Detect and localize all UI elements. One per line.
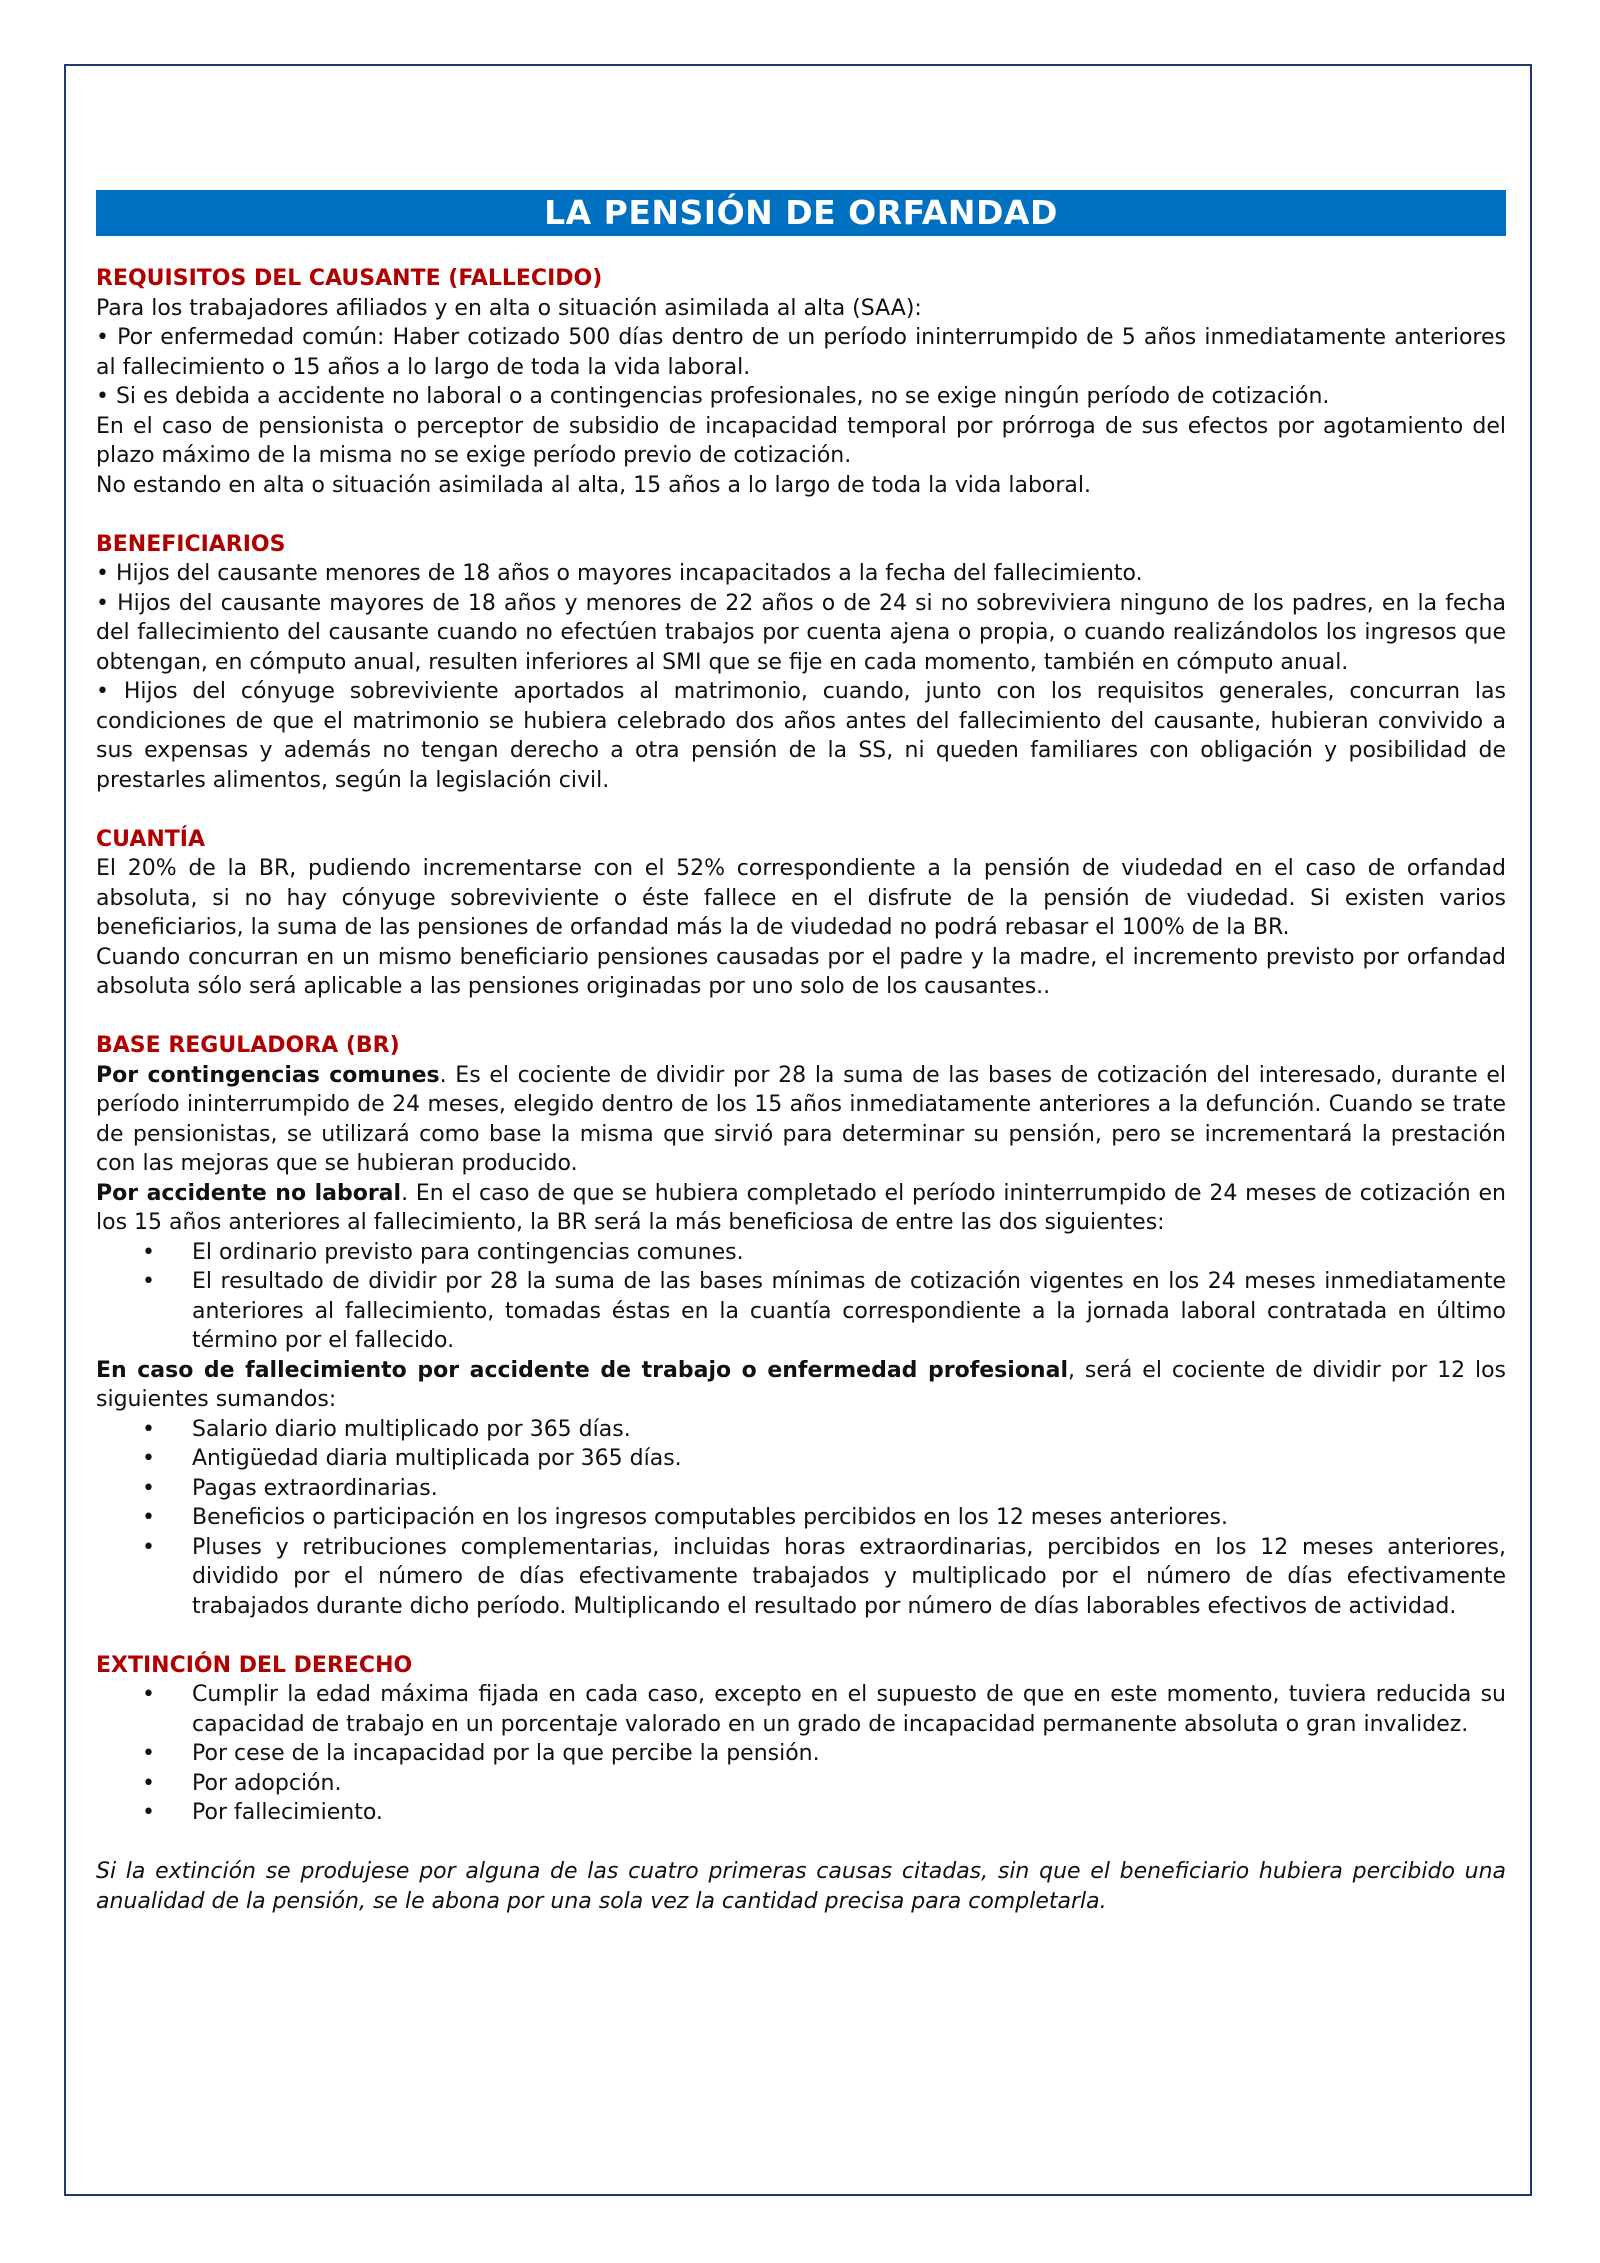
bullet-paragraph: • Si es debida a accidente no laboral o a contingencias profesionales, no se exige ningún período de cotización.	[96, 384, 1330, 409]
list-item-text: Cumplir la edad máxima fijada en cada caso, excepto en el supuesto de que en este momento, tuviera reducida su capacidad de trabajo en un porcentaje valorado en un grado de incapacidad permanente absoluta o gran invalidez.	[192, 1682, 1506, 1737]
list-item	[96, 1680, 1506, 1739]
bullet-paragraph: • Hijos del causante menores de 18 años o mayores incapacitados a la fecha del fallecimiento.	[96, 561, 1143, 586]
section-cuantia	[96, 825, 1506, 1002]
bullet-icon: •	[142, 1770, 155, 1796]
bullet-icon: •	[142, 1505, 155, 1530]
section-requisitos	[96, 264, 1506, 500]
body-text: , será el cociente de dividir por 12 los siguientes sumandos:	[96, 1357, 1507, 1412]
paragraph-accidente-no-laboral	[96, 1179, 1506, 1238]
bullet-icon: •	[142, 1741, 155, 1766]
bullet-icon: •	[142, 1534, 155, 1560]
list-item	[96, 1444, 1506, 1474]
list-item	[96, 1769, 1506, 1799]
bullet-list	[96, 1238, 1506, 1356]
section-base-reguladora	[96, 1031, 1506, 1621]
document-body	[96, 190, 1506, 1916]
body-text: . En el caso de que se hubiera completado el período ininterrumpido de 24 meses de cotización en los 15 años anteriores al fallecimiento, la BR será la más beneficiosa de entre las dos siguientes:	[96, 1180, 1506, 1235]
list-item	[96, 1533, 1506, 1622]
list-item	[96, 1267, 1506, 1356]
bullet-paragraph: • Hijos del cónyuge sobreviviente aportados al matrimonio, cuando, junto con los requisitos generales, concurran las condiciones de que el matrimonio se hubiera celebrado dos años antes del fallecimiento del causante, hubieran convivido a sus expensas y además no tengan derecho a otra pensión de la SS, ni queden familiares con obligación y posibilidad de prestarles alimentos, según la legislación civil.	[96, 679, 1506, 793]
bullet-icon: •	[142, 1239, 155, 1265]
bullet-icon: •	[142, 1682, 155, 1707]
list-item-text: Pluses y retribuciones complementarias, incluidas horas extraordinarias, percibidos en los 12 meses anteriores, dividido por el número de días efectivamente trabajados y multiplicado por el número de días efectivamente trabajados durante dicho período. Multiplicando el resultado por número de días laborables efectivos de actividad.	[192, 1534, 1506, 1619]
section-beneficiarios	[96, 530, 1506, 796]
extincion-note: Si la extinción se produjese por alguna de las cuatro primeras causas citadas, sin que el beneficiario hubiera percibido una anualidad de la pensión, se le abona por una sola vez la cantidad precisa para completarla.	[96, 1859, 1506, 1914]
bullet-icon: •	[142, 1446, 155, 1471]
paragraph: En el caso de pensionista o perceptor de subsidio de incapacidad temporal por prórroga de sus efectos por agotamiento del plazo máximo de la misma no se exige período previo de cotización.	[96, 413, 1506, 468]
section-extincion	[96, 1651, 1506, 1828]
section-heading: CUANTÍA	[96, 826, 205, 852]
document-title: LA PENSIÓN DE ORFANDAD	[96, 190, 1506, 236]
bullet-icon: •	[142, 1416, 155, 1442]
list-item	[96, 1238, 1506, 1268]
section-heading: BASE REGULADORA (BR)	[96, 1033, 400, 1058]
bullet-icon: •	[142, 1475, 155, 1501]
list-item	[96, 1474, 1506, 1504]
paragraph: Cuando concurran en un mismo beneficiario pensiones causadas por el padre y la madre, el incremento previsto por orfandad absoluta sólo será aplicable a las pensiones originadas por uno solo de los causantes..	[96, 944, 1506, 999]
bullet-paragraph: • Hijos del causante mayores de 18 años y menores de 22 años o de 24 si no sobreviviera ninguno de los padres, en la fecha del fallecimiento del causante cuando no efectúen trabajos por cuenta ajena o propia, o cuando realizándolos los ingresos que obtengan, en cómputo anual, resulten inferiores al SMI que se fije en cada momento, también en cómputo anual.	[96, 590, 1506, 675]
lead-text: Por accidente no laboral	[96, 1180, 402, 1206]
list-item-text: El ordinario previsto para contingencias comunes.	[192, 1239, 744, 1265]
list-item	[96, 1415, 1506, 1445]
list-item-text: Por fallecimiento.	[192, 1800, 383, 1825]
bullet-icon: •	[142, 1269, 155, 1294]
section-heading: EXTINCIÓN DEL DERECHO	[96, 1652, 413, 1678]
section-heading: REQUISITOS DEL CAUSANTE (FALLECIDO)	[96, 266, 603, 291]
paragraph-profesional	[96, 1356, 1506, 1415]
paragraph: No estando en alta o situación asimilada al alta, 15 años a lo largo de toda la vida laboral.	[96, 472, 1091, 498]
list-item	[96, 1739, 1506, 1769]
list-item-text: Salario diario multiplicado por 365 días.	[192, 1416, 631, 1442]
list-item-text: Por adopción.	[192, 1770, 342, 1796]
bullet-paragraph: • Por enfermedad común: Haber cotizado 500 días dentro de un período ininterrumpido de 5 años inmediatamente anteriores al fallecimiento o 15 años a lo largo de toda la vida laboral.	[96, 325, 1506, 380]
section-heading: BENEFICIARIOS	[96, 531, 286, 557]
list-item-text: Beneficios o participación en los ingresos computables percibidos en los 12 meses anteriores.	[192, 1505, 1228, 1530]
paragraph: Para los trabajadores afiliados y en alta o situación asimilada al alta (SAA):	[96, 295, 922, 321]
list-item	[96, 1798, 1506, 1828]
bullet-icon: •	[142, 1800, 155, 1825]
paragraph: El 20% de la BR, pudiendo incrementarse con el 52% correspondiente a la pensión de viudedad en el caso de orfandad absoluta, si no hay cónyuge sobreviviente o éste fallece en el disfrute de la pensión de viudedad. Si existen varios beneficiarios, la suma de las pensiones de orfandad más la de viudedad no podrá rebasar el 100% de la BR.	[96, 856, 1506, 940]
bullet-list	[96, 1680, 1506, 1828]
body-text: . Es el cociente de dividir por 28 la suma de las bases de cotización del interesado, durante el período ininterrumpido de 24 meses, elegido dentro de los 15 años inmediatamente anteriores a la defunción. Cuando se trate de pensionistas, se utilizará como base la misma que sirvió para determinar su pensión, pero se incrementará la prestación con las mejoras que se hubieran producido.	[96, 1062, 1506, 1176]
paragraph-contingencias-comunes	[96, 1061, 1506, 1179]
list-item	[96, 1503, 1506, 1533]
list-item-text: Antigüedad diaria multiplicada por 365 días.	[192, 1446, 682, 1471]
list-item-text: El resultado de dividir por 28 la suma de las bases mínimas de cotización vigentes en los 24 meses inmediatamente anteriores al fallecimiento, tomadas éstas en la cuantía correspondiente a la jornada laboral contratada en último término por el fallecido.	[192, 1269, 1506, 1353]
lead-text: En caso de fallecimiento por accidente de trabajo o enfermedad profesional	[96, 1357, 1068, 1383]
list-item-text: Por cese de la incapacidad por la que percibe la pensión.	[192, 1741, 820, 1766]
bullet-list	[96, 1415, 1506, 1622]
list-item-text: Pagas extraordinarias.	[192, 1475, 438, 1501]
lead-text: Por contingencias comunes	[96, 1062, 440, 1088]
